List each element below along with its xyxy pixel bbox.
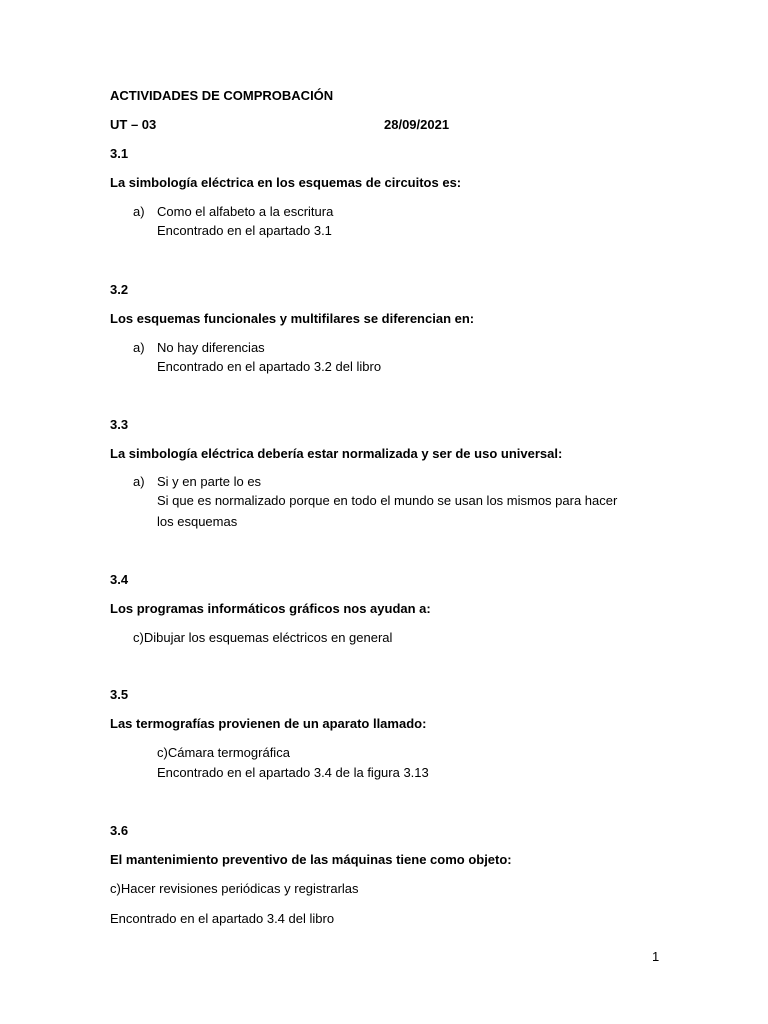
answer-note-line-1: Si que es normalizado porque en todo el mundo se usan los mismos para hacer [157, 493, 618, 508]
question-number: 3.3 [110, 417, 129, 432]
date-label: 28/09/2021 [384, 117, 450, 132]
question-text: Las termografías provienen de un aparato llamado: [110, 716, 427, 731]
answer-text: c)Hacer revisiones periódicas y registrarlas [110, 881, 359, 896]
answer-text: Si y en parte lo es [157, 474, 262, 489]
question-number: 3.2 [110, 282, 129, 297]
answer-text: No hay diferencias [157, 340, 265, 355]
question-text: El mantenimiento preventivo de las máquinas tiene como objeto: [110, 852, 512, 867]
answer-marker: a) [133, 340, 145, 355]
document-title: ACTIVIDADES DE COMPROBACIÓN [110, 88, 334, 103]
question-number: 3.5 [110, 687, 129, 702]
question-number: 3.1 [110, 146, 129, 161]
page-number: 1 [652, 949, 660, 964]
answer-note: Encontrado en el apartado 3.2 del libro [157, 359, 382, 374]
answer-note: Encontrado en el apartado 3.4 de la figura 3.13 [157, 765, 429, 780]
question-number: 3.4 [110, 572, 129, 587]
question-number: 3.6 [110, 823, 129, 838]
question-text: Los esquemas funcionales y multifilares se diferencian en: [110, 311, 475, 326]
answer-marker: a) [133, 204, 145, 219]
answer-note: Encontrado en el apartado 3.1 [157, 223, 332, 238]
answer-text: Como el alfabeto a la escritura [157, 204, 334, 219]
answer-text: c)Cámara termográfica [157, 745, 290, 760]
answer-note-line-2: los esquemas [157, 514, 238, 529]
question-text: La simbología eléctrica debería estar normalizada y ser de uso universal: [110, 446, 563, 461]
answer-marker: a) [133, 474, 145, 489]
answer-note: Encontrado en el apartado 3.4 del libro [110, 911, 335, 926]
answer-text: c)Dibujar los esquemas eléctricos en general [133, 630, 393, 645]
question-text: Los programas informáticos gráficos nos ayudan a: [110, 601, 431, 616]
question-text: La simbología eléctrica en los esquemas de circuitos es: [110, 175, 462, 190]
unit-label: UT – 03 [110, 117, 157, 132]
